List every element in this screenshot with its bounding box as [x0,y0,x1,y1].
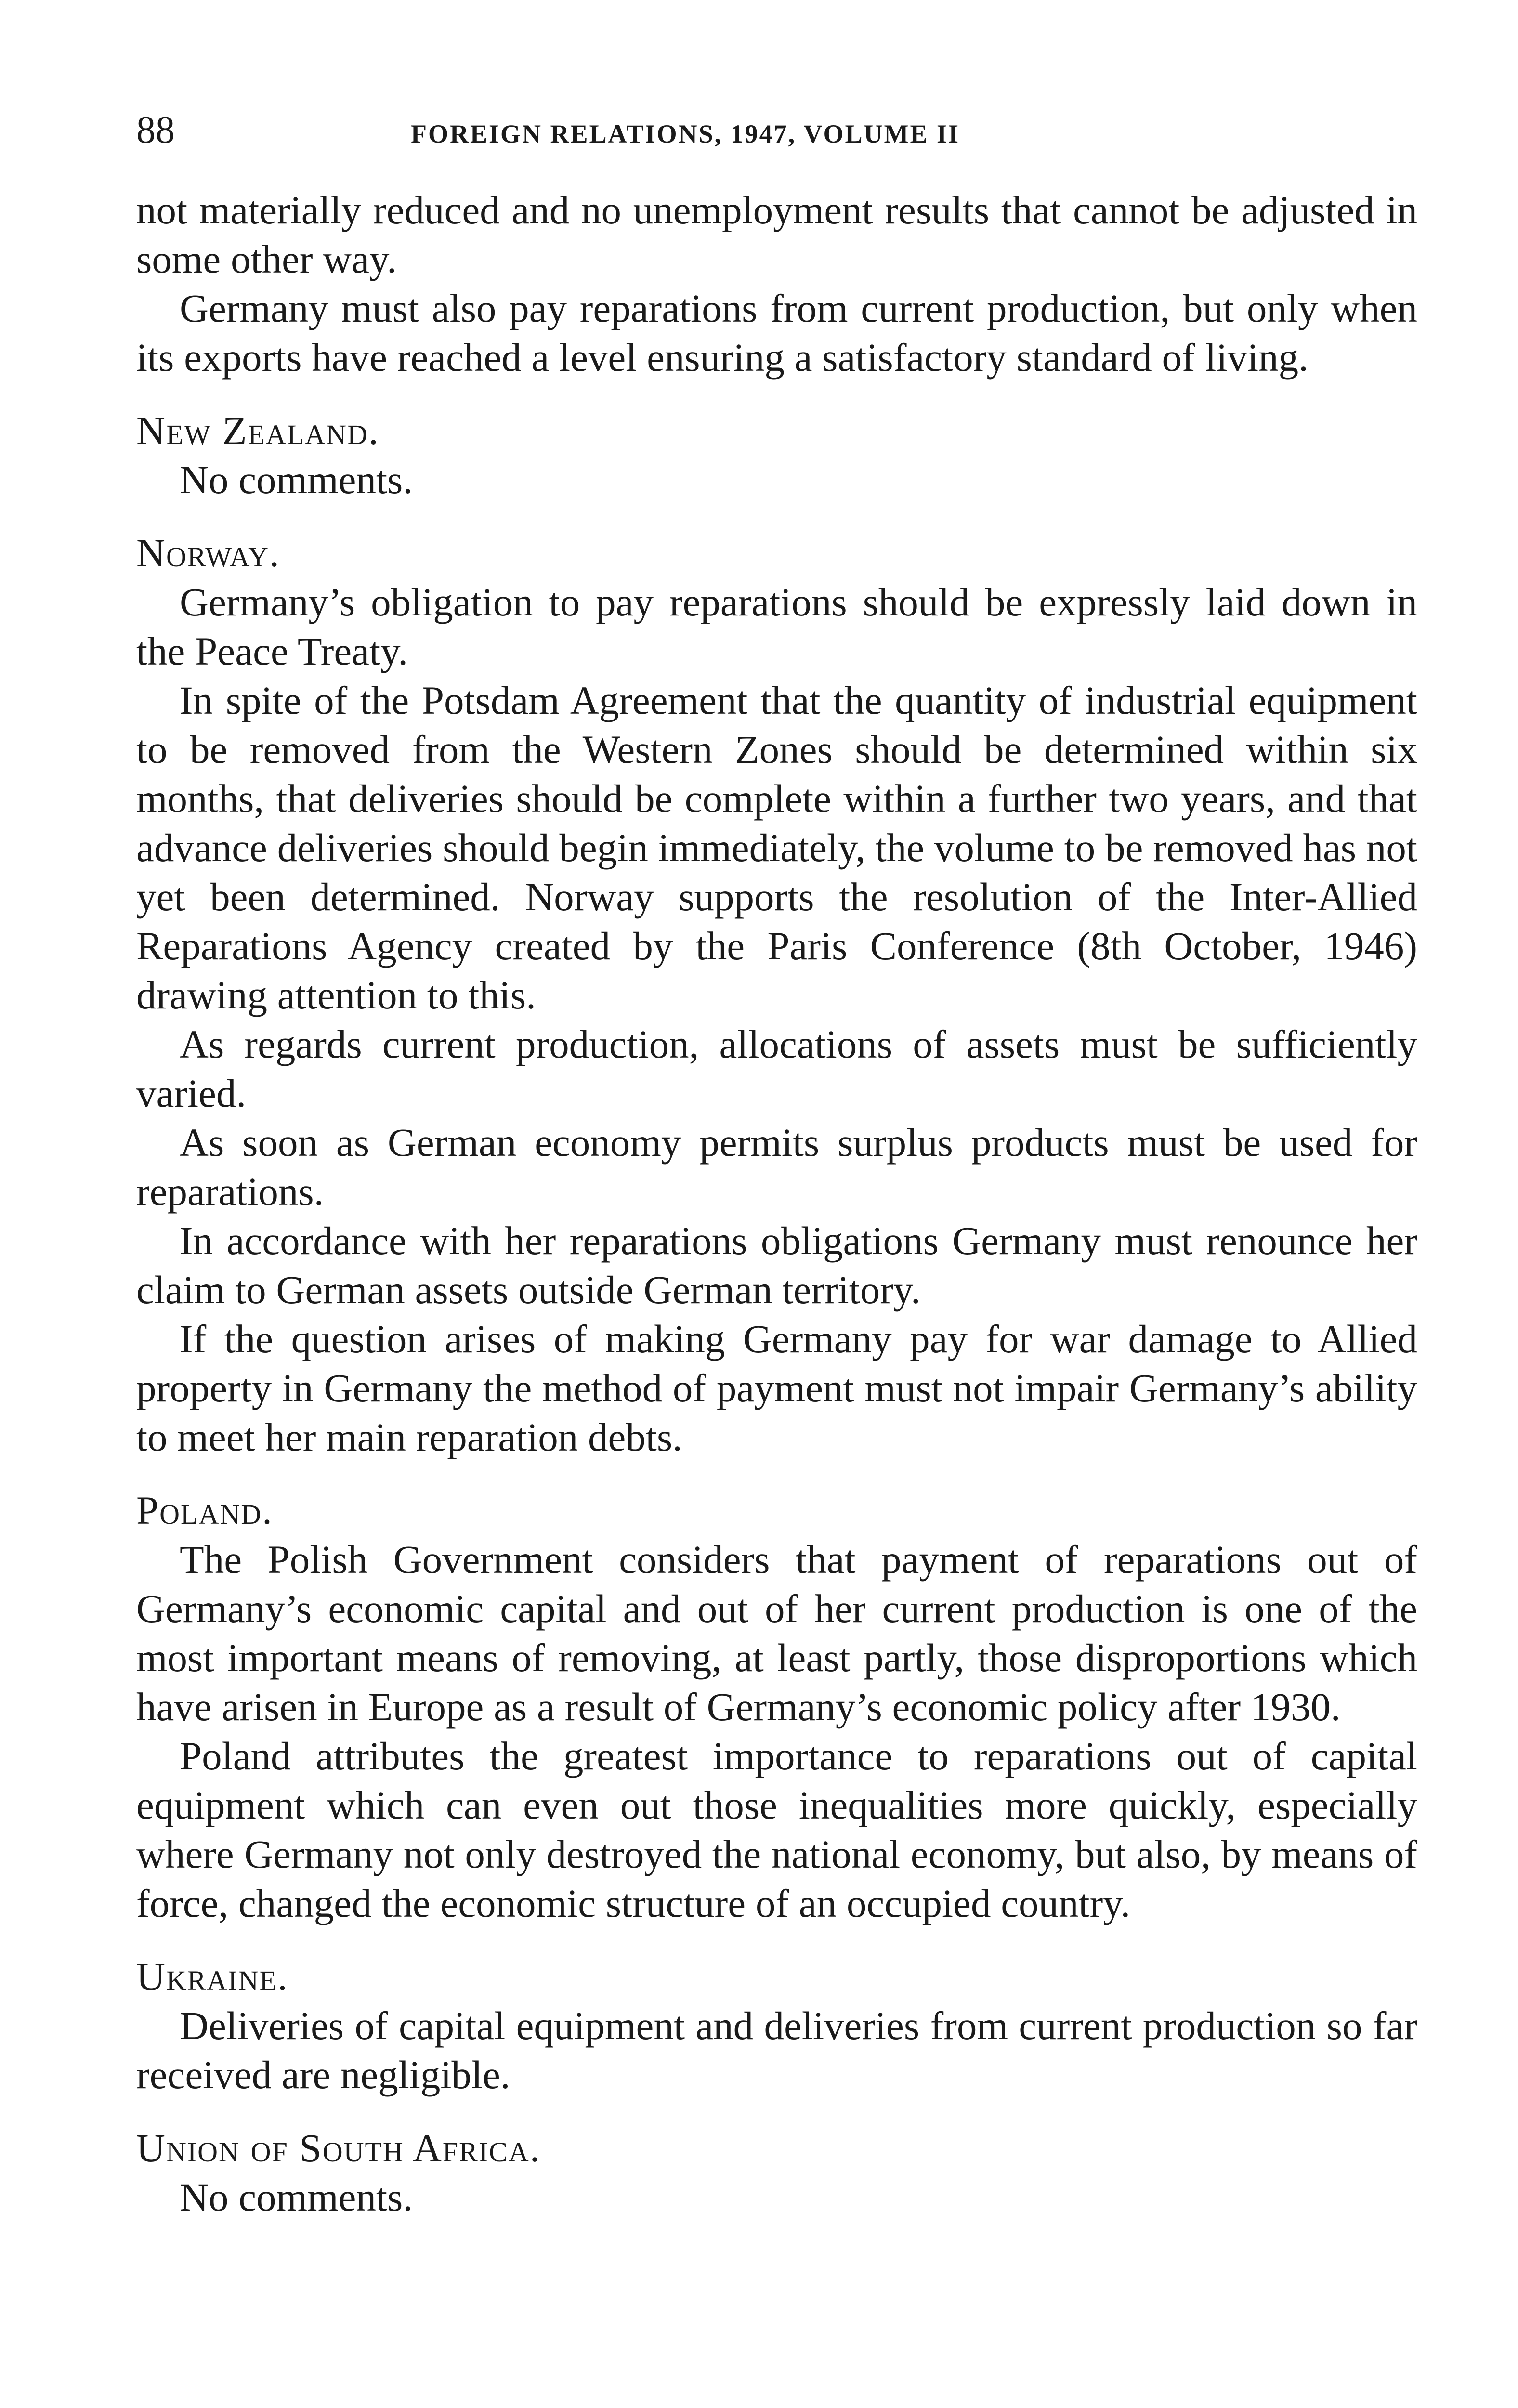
paragraph: As regards current production, allocations of assets must be sufficiently varied. [136,1022,1417,1115]
section-new-zealand [136,406,1417,504]
paragraph: No comments. [180,2175,413,2219]
section-poland [136,1486,1417,1928]
paragraph: Germany must also pay reparations from current production, but only when its exports have reached a level ensuring a satisfactory standard of living. [136,286,1417,380]
document-page [136,104,1417,2222]
running-title: FOREIGN RELATIONS, 1947, VOLUME II [411,119,960,148]
section-union-of-south-africa [136,2123,1417,2222]
paragraph: Poland attributes the greatest importance to reparations out of capital equipment which can even out those inequalities more quickly, especially where Germany not only destroyed the national economy, but also, by means of force, changed the economic structure of an occupied country. [136,1734,1417,1925]
section-heading: Norway. [136,531,280,575]
section-heading: Poland. [136,1488,273,1532]
paragraph: Germany’s obligation to pay reparations should be expressly laid down in the Peace Treaty. [136,580,1417,673]
page-number: 88 [136,109,175,151]
paragraph: not materially reduced and no unemployment results that cannot be adjusted in some other way. [136,188,1417,281]
paragraph: In accordance with her reparations obligations Germany must renounce her claim to German assets outside German territory. [136,1218,1417,1312]
section-heading: New Zealand. [136,408,380,453]
paragraph: Deliveries of capital equipment and deliveries from current production so far received are negligible. [136,2003,1417,2097]
paragraph: The Polish Government considers that payment of reparations out of Germany’s economic capital and out of her current production is one of the most important means of removing, at least partly, those disproportions which have arisen in Europe as a result of Germany’s economic policy after 1930. [136,1537,1417,1729]
paragraph: In spite of the Potsdam Agreement that the quantity of industrial equipment to be removed from the Western Zones should be determined within six months, that deliveries should be complete within a further two years, and that advance deliveries should begin immediately, the volume to be removed has not yet been determined. Norway supports the resolution of the Inter-Allied Reparations Agency created by the Paris Conference (8th October, 1946) drawing attention to this. [136,678,1417,1017]
section-heading: Ukraine. [136,1954,288,1999]
section-norway [136,528,1417,1462]
paragraph: If the question arises of making Germany pay for war damage to Allied property in Germany the method of payment must not impair Germany’s ability to meet her main reparation debts. [136,1317,1417,1459]
intro-text [136,185,1417,382]
running-head [136,104,1417,157]
section-ukraine [136,1952,1417,2099]
section-heading: Union of South Africa. [136,2126,541,2170]
paragraph: As soon as German economy permits surplus products must be used for reparations. [136,1120,1417,1214]
paragraph: No comments. [180,458,413,502]
